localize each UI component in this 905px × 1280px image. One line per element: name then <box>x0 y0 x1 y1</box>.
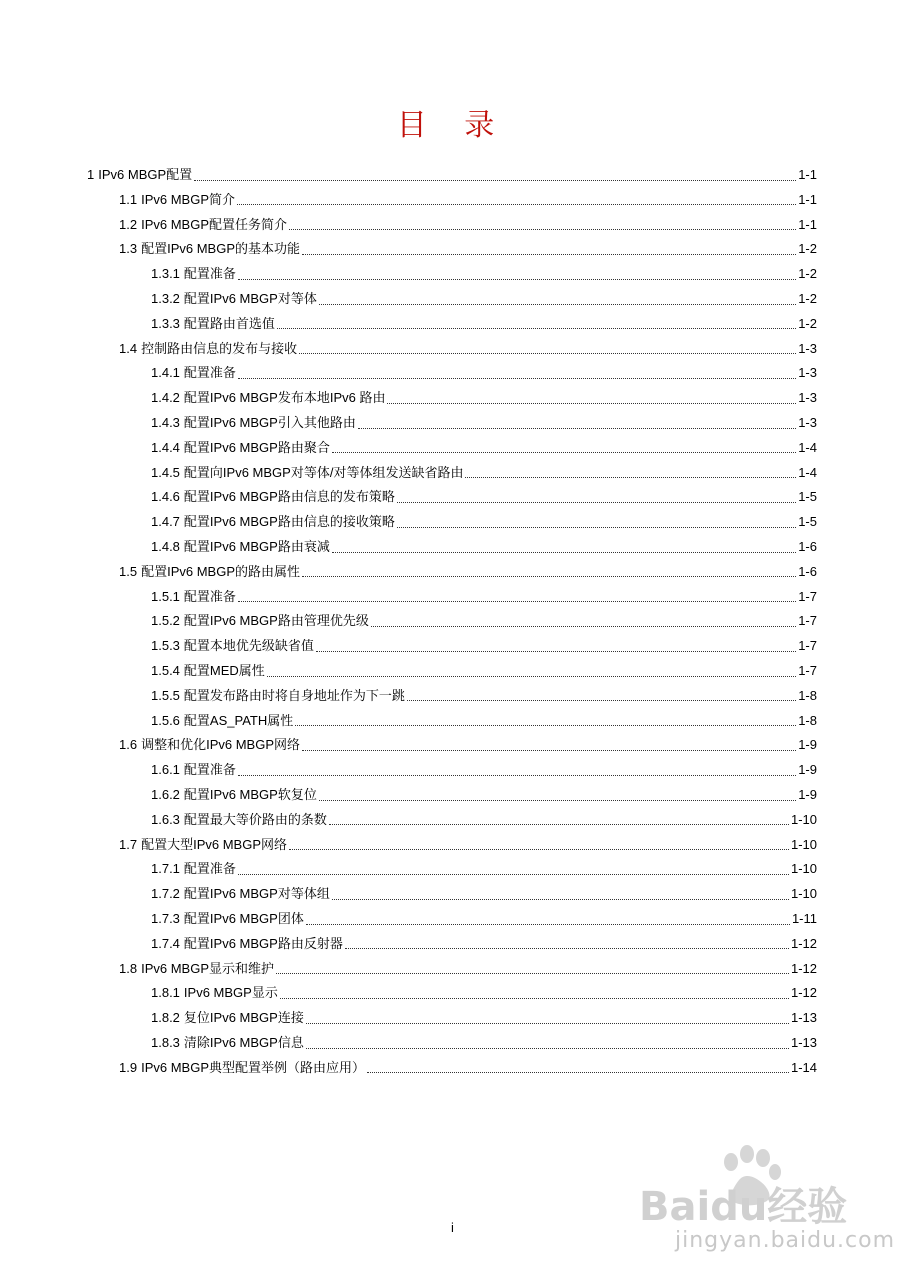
toc-entry-number: 1.3.3 <box>151 315 180 331</box>
toc-dot-leader <box>302 564 796 577</box>
toc-entry-page: 1-1 <box>798 191 817 207</box>
toc-entry-page: 1-10 <box>790 836 817 852</box>
toc-entry-title: 配置发布路由时将自身地址作为下一跳 <box>183 687 405 703</box>
toc-dot-leader <box>238 267 796 280</box>
toc-entry[interactable] <box>151 933 817 955</box>
toc-dot-leader <box>316 639 796 652</box>
toc-entry-title: 配置IPv6 MBGP对等体 <box>183 291 317 306</box>
toc-entry-page: 1-6 <box>798 539 817 554</box>
toc-entry-page: 1-5 <box>798 489 817 505</box>
toc-entry-number: 1.3.1 <box>151 266 180 282</box>
toc-entry-title: 控制路由信息的发布与接收 <box>141 340 298 356</box>
toc-dot-leader <box>306 1036 789 1049</box>
toc-dot-leader <box>237 192 796 205</box>
toc-entry-number: 1.5.4 <box>151 663 180 678</box>
toc-entry-number: 1.7.2 <box>151 886 180 902</box>
toc-entry-number: 1.7 <box>119 836 138 852</box>
toc-entry-title: 配置IPv6 MBGP的基本功能 <box>141 241 300 257</box>
toc-entry-page: 1-1 <box>798 216 817 232</box>
toc-entry-page: 1-12 <box>790 960 817 976</box>
toc-entry-number: 1.5.2 <box>151 613 180 629</box>
toc-entry[interactable] <box>119 238 817 260</box>
toc-entry[interactable] <box>151 288 817 310</box>
toc-entry[interactable] <box>119 214 817 236</box>
toc-entry[interactable] <box>119 189 817 211</box>
toc-entry[interactable] <box>119 958 817 980</box>
toc-entry-page: 1-3 <box>798 390 817 406</box>
toc-entry[interactable] <box>151 1032 817 1054</box>
toc-entry-title: 配置MED属性 <box>183 663 265 678</box>
toc-entry-title: 复位IPv6 MBGP连接 <box>183 1010 304 1026</box>
toc-title: 目 录 <box>396 108 509 143</box>
toc-entry-page: 1-10 <box>790 811 817 827</box>
toc-entry-page: 1-9 <box>798 737 817 753</box>
toc-entry-title: 配置准备 <box>183 861 236 877</box>
toc-entry[interactable] <box>151 635 817 657</box>
toc-entry-number: 1.9 <box>119 1059 138 1075</box>
toc-entry[interactable] <box>119 834 817 856</box>
toc-entry[interactable] <box>119 338 817 360</box>
toc-entry[interactable] <box>151 710 817 732</box>
toc-entry-title: 配置IPv6 MBGP对等体组 <box>183 886 330 902</box>
toc-entry-page: 1-12 <box>790 985 817 1001</box>
toc-dot-leader <box>289 837 789 850</box>
toc-entry-number: 1.4.5 <box>151 464 180 480</box>
toc-entry-page: 1-8 <box>798 687 817 703</box>
toc-dot-leader <box>238 763 796 776</box>
baidu-jingyan-watermark <box>635 1140 896 1260</box>
toc-entry[interactable] <box>119 734 817 756</box>
toc-entry[interactable] <box>151 982 817 1004</box>
toc-entry[interactable] <box>119 1057 817 1079</box>
toc-entry-page: 1-2 <box>798 315 817 331</box>
toc-entry-page: 1-2 <box>798 266 817 282</box>
toc-entry[interactable] <box>119 561 817 583</box>
toc-dot-leader <box>238 589 796 602</box>
toc-entry-number: 1.8.3 <box>151 1035 180 1050</box>
toc-dot-leader <box>238 366 796 379</box>
toc-entry-page: 1-9 <box>798 787 817 802</box>
toc-entry-page: 1-7 <box>798 638 817 654</box>
toc-entry-page: 1-9 <box>798 762 817 778</box>
toc-entry[interactable] <box>151 610 817 632</box>
toc-dot-leader <box>299 341 796 354</box>
toc-entry-number: 1.7.1 <box>151 861 180 877</box>
page-number: i <box>451 1220 454 1235</box>
toc-entry-title: IPv6 MBGP简介 <box>141 191 235 207</box>
toc-dot-leader <box>332 887 789 900</box>
toc-dot-leader <box>277 316 796 329</box>
toc-entry-title: 配置IPv6 MBGP路由管理优先级 <box>183 613 369 629</box>
toc-entry-number: 1.4.2 <box>151 390 180 406</box>
toc-entry-page: 1-12 <box>790 935 817 951</box>
toc-entry-number: 1.5.3 <box>151 638 180 654</box>
toc-entry-number: 1.5.6 <box>151 712 180 728</box>
toc-entry[interactable] <box>151 263 817 285</box>
toc-entry-number: 1.8.1 <box>151 985 180 1001</box>
toc-entry-title: 配置IPv6 MBGP路由信息的发布策略 <box>183 489 395 505</box>
toc-dot-leader <box>238 862 789 875</box>
toc-entry-title: 清除IPv6 MBGP信息 <box>183 1035 304 1050</box>
toc-dot-leader <box>267 664 796 677</box>
toc-entry-number: 1.4.7 <box>151 514 180 530</box>
toc-entry[interactable] <box>151 759 817 781</box>
toc-entry-number: 1.4.1 <box>151 365 180 381</box>
toc-entry[interactable] <box>151 660 817 682</box>
toc-entry-page: 1-5 <box>798 514 817 530</box>
toc-entry[interactable] <box>151 486 817 508</box>
toc-entry-title: 调整和优化IPv6 MBGP网络 <box>141 737 300 753</box>
toc-entry-title: 配置IPv6 MBGP的路由属性 <box>141 563 300 579</box>
toc-entry-title: 配置IPv6 MBGP路由反射器 <box>183 935 343 951</box>
toc-entry-page: 1-13 <box>790 1010 817 1026</box>
toc-entry[interactable] <box>151 536 817 558</box>
toc-entry-title: IPv6 MBGP配置 <box>98 167 193 182</box>
toc-dot-leader <box>194 168 796 181</box>
toc-entry-number: 1.5.1 <box>151 588 180 604</box>
toc-entry[interactable] <box>151 858 817 880</box>
toc-dot-leader <box>367 1060 789 1073</box>
toc-entry-title: 配置IPv6 MBGP引入其他路由 <box>183 415 356 430</box>
toc-entry[interactable] <box>151 784 817 806</box>
toc-entry[interactable] <box>151 462 817 484</box>
toc-entry-page: 1-4 <box>798 464 817 480</box>
toc-dot-leader <box>280 986 789 999</box>
toc-entry-page: 1-2 <box>798 241 817 257</box>
toc-entry-title: 配置IPv6 MBGP发布本地IPv6 路由 <box>183 390 386 406</box>
toc-entry-title: IPv6 MBGP显示和维护 <box>141 960 274 976</box>
toc-entry-number: 1.7.3 <box>151 911 180 926</box>
toc-entry[interactable] <box>151 883 817 905</box>
toc-dot-leader <box>358 416 796 429</box>
toc-dot-leader <box>397 515 796 528</box>
toc-entry-title: 配置准备 <box>183 365 236 381</box>
toc-entry-page: 1-6 <box>798 563 817 579</box>
toc-entry-page: 1-13 <box>790 1035 817 1050</box>
toc-entry-page: 1-10 <box>790 886 817 902</box>
toc-entry-number: 1.6.1 <box>151 762 180 778</box>
toc-entry-title: 配置路由首选值 <box>183 315 275 331</box>
toc-entry[interactable] <box>151 387 817 409</box>
toc-entry-number: 1.6.3 <box>151 811 180 827</box>
toc-dot-leader <box>345 936 789 949</box>
toc-entry-page: 1-7 <box>798 613 817 629</box>
toc-dot-leader <box>276 961 789 974</box>
toc-entry-title: 配置本地优先级缺省值 <box>183 638 314 654</box>
toc-entry-number: 1.4.8 <box>151 539 180 554</box>
toc-dot-leader <box>397 490 796 503</box>
toc-entry-page: 1-8 <box>798 712 817 728</box>
toc-dot-leader <box>332 540 796 553</box>
toc-dot-leader <box>295 713 796 726</box>
toc-entry-number: 1 <box>87 167 95 182</box>
toc-entry-number: 1.4.6 <box>151 489 180 505</box>
toc-entry-title: IPv6 MBGP配置任务简介 <box>141 216 287 232</box>
toc-dot-leader <box>332 440 796 453</box>
toc-entry-title: 配置准备 <box>183 266 236 282</box>
toc-entry-number: 1.5.5 <box>151 687 180 703</box>
toc-entry-number: 1.3 <box>119 241 138 257</box>
toc-entry-number: 1.5 <box>119 563 138 579</box>
toc-entry-number: 1.8.2 <box>151 1010 180 1026</box>
toc-entry-page: 1-3 <box>798 415 817 430</box>
toc-entry-number: 1.8 <box>119 960 138 976</box>
toc-entry-title: IPv6 MBGP显示 <box>183 985 278 1001</box>
toc-dot-leader <box>329 812 789 825</box>
toc-dot-leader <box>306 1011 789 1024</box>
toc-entry-number: 1.3.2 <box>151 291 180 306</box>
toc-entry-number: 1.6.2 <box>151 787 180 802</box>
toc-entry-title: 配置最大等价路由的条数 <box>183 811 327 827</box>
toc-entry-page: 1-7 <box>798 588 817 604</box>
toc-entry[interactable] <box>151 1007 817 1029</box>
toc-entry-title: 配置向IPv6 MBGP对等体/对等体组发送缺省路由 <box>183 464 464 480</box>
toc-dot-leader <box>302 242 796 255</box>
toc-entry-number: 1.4.4 <box>151 439 180 455</box>
toc-entry-title: 配置准备 <box>183 762 236 778</box>
toc-entry[interactable] <box>151 809 817 831</box>
toc-entry-number: 1.6 <box>119 737 138 753</box>
toc-dot-leader <box>289 217 796 230</box>
toc-entry-title: 配置IPv6 MBGP路由信息的接收策略 <box>183 514 395 530</box>
toc-entry-number: 1.7.4 <box>151 935 180 951</box>
toc-entry-title: 配置IPv6 MBGP团体 <box>183 911 304 926</box>
toc-entry[interactable] <box>151 586 817 608</box>
toc-entry-title: 配置IPv6 MBGP软复位 <box>183 787 317 802</box>
baidu-paw-logo <box>635 1140 865 1230</box>
toc-entry-page: 1-4 <box>798 439 817 455</box>
toc-entry[interactable] <box>151 908 817 930</box>
toc-entry-title: IPv6 MBGP典型配置举例（路由应用） <box>141 1059 365 1075</box>
toc-dot-leader <box>319 292 796 305</box>
toc-entry-title: 配置准备 <box>183 588 236 604</box>
toc-entry-title: 配置大型IPv6 MBGP网络 <box>141 836 287 852</box>
toc-entry[interactable] <box>151 412 817 434</box>
toc-dot-leader <box>387 391 796 404</box>
toc-entry-page: 1-1 <box>798 167 817 182</box>
toc-entry-page: 1-2 <box>798 291 817 306</box>
watermark-url: jingyan.baidu.com <box>675 1228 896 1253</box>
toc-dot-leader <box>306 912 790 925</box>
toc-entry-title: 配置IPv6 MBGP路由聚合 <box>183 439 330 455</box>
toc-entry-page: 1-3 <box>798 365 817 381</box>
toc-dot-leader <box>371 614 796 627</box>
toc-entry-number: 1.1 <box>119 191 138 207</box>
toc-entry-page: 1-11 <box>791 911 817 926</box>
watermark-logo-text: Baidu经验 <box>639 1184 848 1230</box>
toc-entry[interactable] <box>151 313 817 335</box>
toc-entry-page: 1-10 <box>790 861 817 877</box>
toc-dot-leader <box>319 788 796 801</box>
toc-entry-title: 配置IPv6 MBGP路由衰减 <box>183 539 330 554</box>
toc-entry-page: 1-14 <box>790 1059 817 1075</box>
toc-entry-page: 1-3 <box>798 340 817 356</box>
toc-dot-leader <box>465 465 796 478</box>
toc-entry-title: 配置AS_PATH属性 <box>183 712 294 728</box>
toc-dot-leader <box>407 688 796 701</box>
toc-entry-number: 1.4 <box>119 340 138 356</box>
toc-entry-page: 1-7 <box>798 663 817 678</box>
toc-entry[interactable] <box>151 437 817 459</box>
toc-entry[interactable] <box>151 362 817 384</box>
toc-entry[interactable] <box>151 511 817 533</box>
toc-dot-leader <box>302 738 796 751</box>
toc-entry[interactable] <box>151 685 817 707</box>
toc-entry[interactable] <box>87 164 817 186</box>
toc-entry-number: 1.4.3 <box>151 415 180 430</box>
toc-entry-number: 1.2 <box>119 216 138 232</box>
